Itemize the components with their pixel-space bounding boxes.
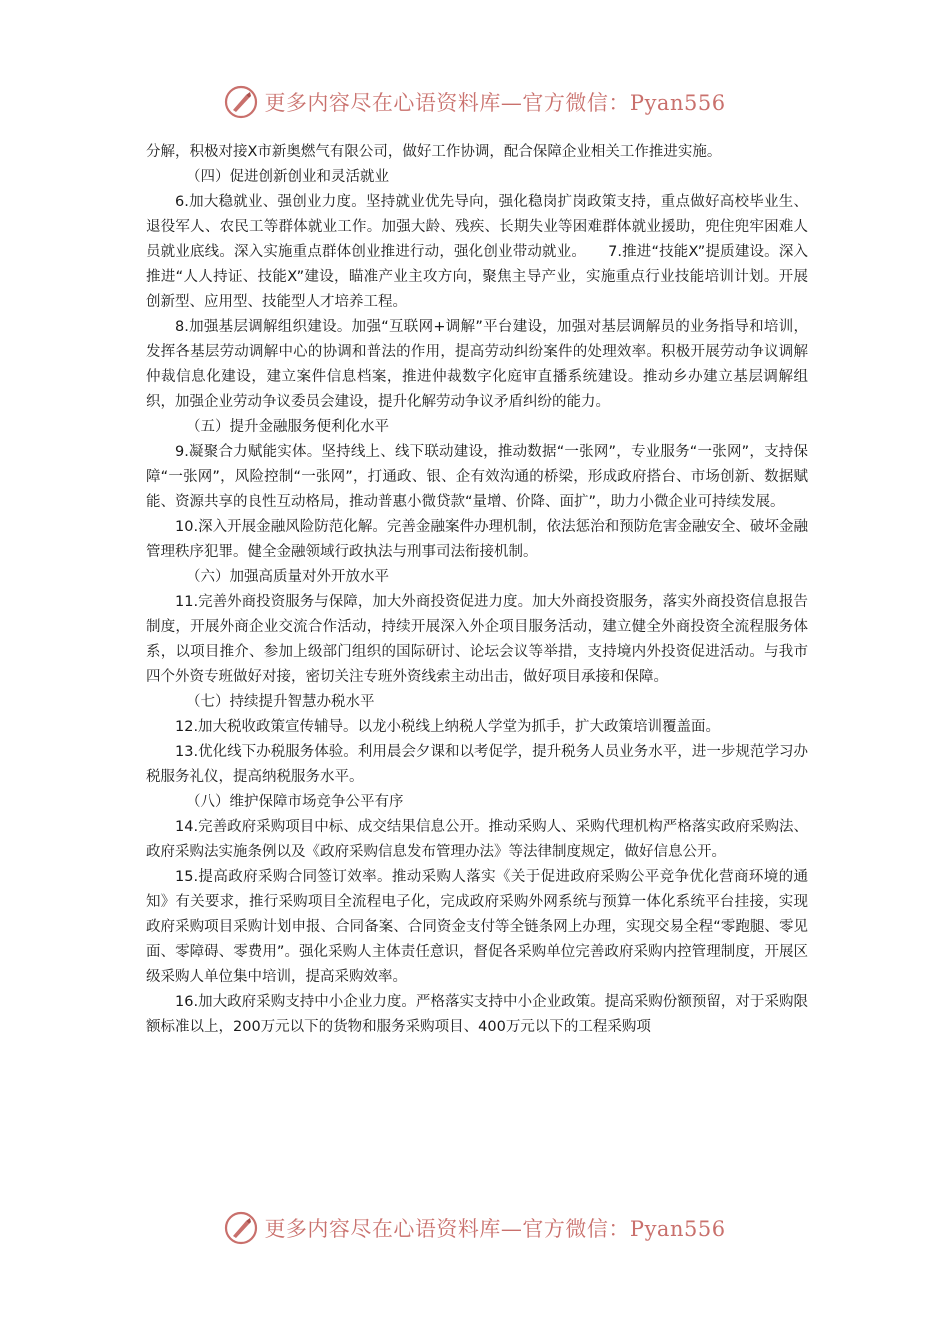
body-paragraph: 13.优化线下办税服务体验。利用晨会夕课和以考促学，提升税务人员业务水平，进一步规范学习办税服务礼仪，提高纳税服务水平。 xyxy=(146,744,808,785)
body-paragraph: 6.加大稳就业、强创业力度。坚持就业优先导向，强化稳岗扩岗政策支持，重点做好高校毕业生、退役军人、农民工等群体就业工作。加强大龄、残疾、长期失业等困难群体就业援助，兜住兜牢困难人员就业底线。深入实施重点群体创业推进行动，强化创业带动就业。 7.推进“技能X”提质建设。深入推进“人人持证、技能X”建设，瞄准产业主攻方向，聚焦主导产业，实施重点行业技能培训计划。开展创新型、应用型、技能型人才培养工程。 xyxy=(146,194,808,310)
body-paragraph: 12.加大税收政策宣传辅导。以龙小税线上纳税人学堂为抓手，扩大政策培训覆盖面。 xyxy=(175,719,721,735)
section-heading: （五）提升金融服务便利化水平 xyxy=(186,419,389,435)
body-paragraph: 16.加大政府采购支持中小企业力度。严格落实支持中小企业政策。提高采购份额预留，对于采购限额标准以上，200万元以下的货物和服务采购项目、400万元以下的工程采购项 xyxy=(146,994,808,1035)
section-heading: （八）维护保障市场竞争公平有序 xyxy=(186,794,404,810)
body-paragraph: 分解，积极对接X市新奥燃气有限公司，做好工作协调，配合保障企业相关工作推进实施。 xyxy=(146,144,722,160)
banner-text: 更多内容尽在心语资料库—官方微信：Pyan556 xyxy=(264,1217,726,1241)
body-paragraph: 10.深入开展金融风险防范化解。完善金融案件办理机制，依法惩治和预防危害金融安全、破坏金融管理秩序犯罪。健全金融领域行政执法与刑事司法衔接机制。 xyxy=(146,519,808,560)
body-paragraph: 14.完善政府采购项目中标、成交结果信息公开。推动采购人、采购代理机构严格落实政府采购法、政府采购法实施条例以及《政府采购信息发布管理办法》等法律制度规定，做好信息公开。 xyxy=(146,819,808,860)
pen-logo-icon xyxy=(224,85,258,119)
pen-logo-icon xyxy=(224,1211,258,1245)
document-body xyxy=(146,140,808,1040)
header-watermark-banner xyxy=(0,80,950,124)
section-heading: （七）持续提升智慧办税水平 xyxy=(186,694,375,710)
body-paragraph: 15.提高政府采购合同签订效率。推动采购人落实《关于促进政府采购公平竞争优化营商环境的通知》有关要求，推行采购项目全流程电子化，完成政府采购外网系统与预算一体化系统平台挂接，实现政府采购项目采购计划申报、合同备案、合同资金支付等全链条网上办理，实现交易全程“零跑腿、零见面、零障碍、零费用”。强化采购人主体责任意识，督促各采购单位完善政府采购内控管理制度，开展区级采购人单位集中培训，提高采购效率。 xyxy=(146,869,808,985)
footer-watermark-banner xyxy=(0,1206,950,1250)
body-paragraph: 11.完善外商投资服务与保障，加大外商投资促进力度。加大外商投资服务，落实外商投资信息报告制度，开展外商企业交流合作活动，持续开展深入外企项目服务活动，建立健全外商投资全流程服务体系，以项目推介、参加上级部门组织的国际研讨、论坛会议等举措，支持境内外投资促进活动。与我市四个外资专班做好对接，密切关注专班外资线索主动出击，做好项目承接和保障。 xyxy=(146,594,808,685)
banner-text: 更多内容尽在心语资料库—官方微信：Pyan556 xyxy=(264,91,726,115)
section-heading: （四）促进创新创业和灵活就业 xyxy=(186,169,389,185)
body-paragraph: 9.凝聚合力赋能实体。坚持线上、线下联动建设，推动数据“一张网”，专业服务“一张网”，支持保障“一张网”，风险控制“一张网”，打通政、银、企有效沟通的桥梁，形成政府搭台、市场创新、数据赋能、资源共享的良性互动格局，推动普惠小微贷款“量增、价降、面扩”，助力小微企业可持续发展。 xyxy=(146,444,808,510)
body-paragraph: 8.加强基层调解组织建设。加强“互联网+调解”平台建设，加强对基层调解员的业务指导和培训，发挥各基层劳动调解中心的协调和普法的作用，提高劳动纠纷案件的处理效率。积极开展劳动争议调解仲裁信息化建设，建立案件信息档案，推进仲裁数字化庭审直播系统建设。推动乡办建立基层调解组织，加强企业劳动争议委员会建设，提升化解劳动争议矛盾纠纷的能力。 xyxy=(146,319,808,410)
section-heading: （六）加强高质量对外开放水平 xyxy=(186,569,389,585)
